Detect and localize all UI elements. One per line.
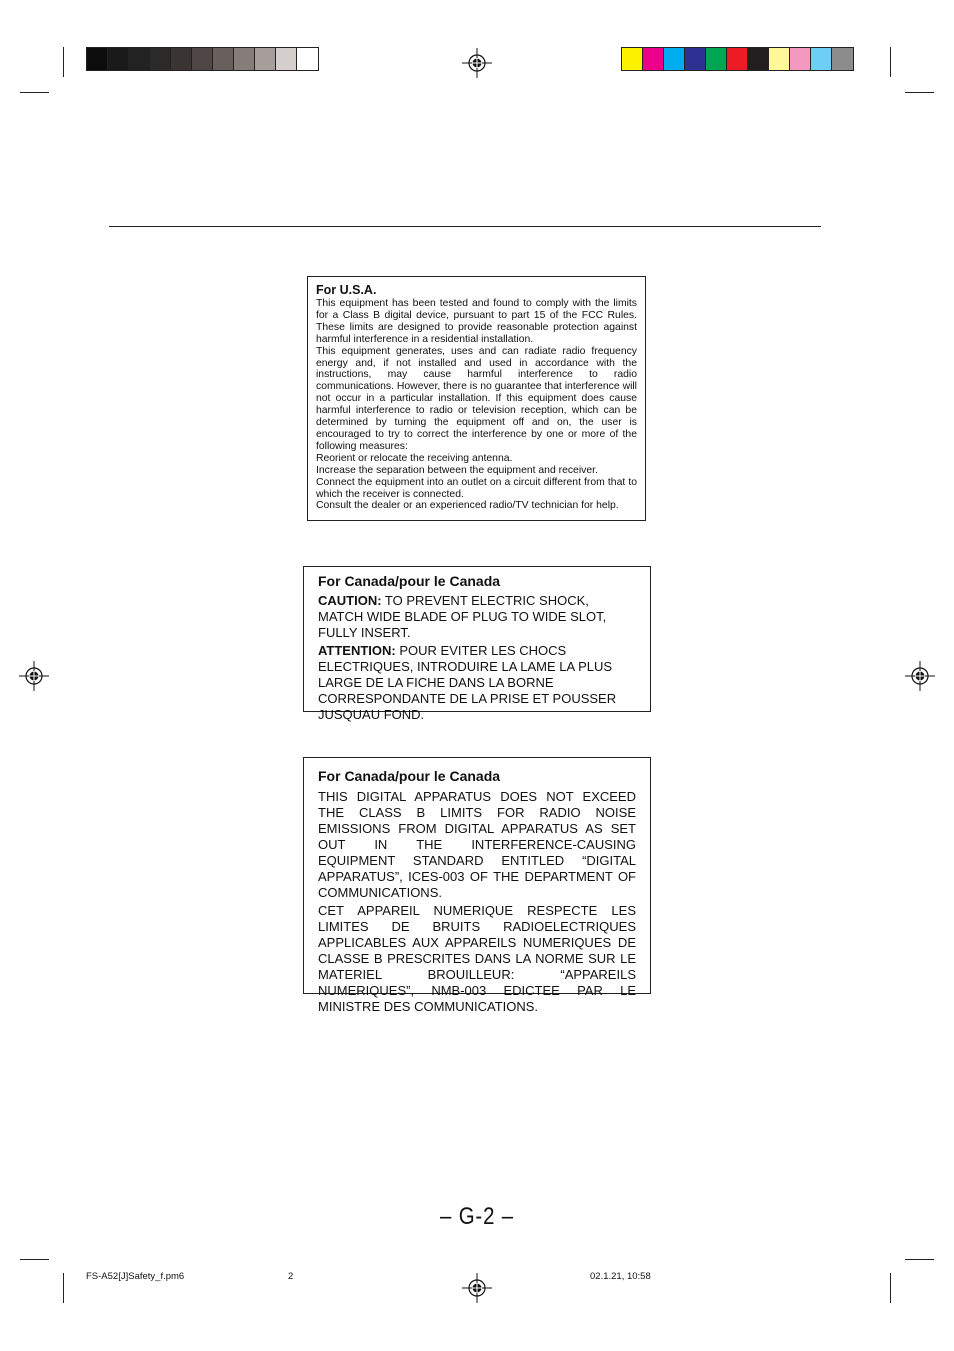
usa-notice-measure: Consult the dealer or an experienced radio/TV technician for help. xyxy=(316,500,619,512)
usa-fcc-notice xyxy=(307,276,646,521)
calibration-swatch xyxy=(769,48,790,70)
crop-mark xyxy=(20,1259,49,1260)
calibration-swatch xyxy=(234,48,255,70)
usa-notice-paragraph: This equipment has been tested and found to comply with the limits for a Class B digital device, pursuant to part 15 of the FCC Rules. These limits are designed to provide reasonable protection against harmful interference in a residential installation. xyxy=(316,298,637,345)
crop-mark xyxy=(890,1273,891,1303)
calibration-swatch xyxy=(255,48,276,70)
usa-notice-measure: Connect the equipment into an outlet on a circuit different from that to which the receiver is connected. xyxy=(316,476,637,500)
canada-emissions-title: For Canada/pour le Canada xyxy=(318,768,501,784)
emissions-english-paragraph: THIS DIGITAL APPARATUS DOES NOT EXCEED THE CLASS B LIMITS FOR RADIO NOISE EMISSIONS FROM DIGITAL APPARATUS AS SET OUT IN THE INTERFERENCE-CAUSING EQUIPMENT STANDARD ENTITLED “DIGITAL APPARATUS”, ICES-003 OF THE DEPARTMENT OF COMMUNICATIONS. xyxy=(318,789,636,900)
calibration-swatch xyxy=(276,48,297,70)
usa-notice-measure: Increase the separation between the equipment and receiver. xyxy=(316,464,598,476)
attention-label: ATTENTION: xyxy=(318,643,396,658)
registration-mark-icon xyxy=(19,661,49,691)
calibration-swatch xyxy=(748,48,769,70)
footer-timestamp: 02.1.21, 10:58 xyxy=(590,1271,651,1282)
attention-paragraph xyxy=(318,643,636,723)
page-number: – G-2 – xyxy=(439,1203,514,1230)
calibration-swatch xyxy=(811,48,832,70)
header-rule xyxy=(109,226,821,227)
calibration-swatch xyxy=(685,48,706,70)
crop-mark xyxy=(890,47,891,77)
registration-mark-icon xyxy=(905,661,935,691)
usa-notice-paragraph: This equipment generates, uses and can radiate radio frequency energy and, if not installed and used in accordance with the instructions, may cause harmful interference to radio communications. However, there is no guarantee that interference will not occur in a particular installation. If this equipment does cause harmful interference to radio or television reception, which can be determined by turning the equipment off and on, the user is encouraged to try to correct the interference by one or more of the following measures: xyxy=(316,345,637,452)
calibration-swatch xyxy=(150,48,171,70)
calibration-swatch xyxy=(832,48,853,70)
calibration-swatch xyxy=(664,48,685,70)
crop-mark xyxy=(905,1259,934,1260)
calibration-swatch xyxy=(297,48,318,70)
caution-label: CAUTION: xyxy=(318,593,382,608)
canada-emissions-notice xyxy=(303,757,651,1014)
crop-mark xyxy=(63,47,64,77)
canada-plug-caution xyxy=(303,566,651,722)
color-calibration-bar xyxy=(621,47,854,71)
usa-notice-measure: Reorient or relocate the receiving antenna. xyxy=(316,452,513,464)
registration-mark-icon xyxy=(462,1273,492,1303)
calibration-swatch xyxy=(790,48,811,70)
calibration-swatch xyxy=(727,48,748,70)
grayscale-calibration-bar xyxy=(86,47,319,71)
calibration-swatch xyxy=(706,48,727,70)
calibration-swatch xyxy=(643,48,664,70)
crop-mark xyxy=(20,92,49,93)
calibration-swatch xyxy=(192,48,213,70)
calibration-swatch xyxy=(171,48,192,70)
caution-paragraph xyxy=(318,593,636,641)
footer-filename: FS-A52[J]Safety_f.pm6 xyxy=(86,1271,185,1282)
emissions-french-paragraph: CET APPAREIL NUMERIQUE RESPECTE LES LIMITES DE BRUITS RADIOELECTRIQUES APPLICABLES AUX APPAREILS NUMERIQUES DE CLASSE B PRESCRITES DANS LA NORME SUR LE MATERIEL BROUILLEUR: “APPAREILS NUMERIQUES”, NMB-003 EDICTEE PAR LE MINISTRE DES COMMUNICATIONS. xyxy=(318,903,636,1014)
crop-mark xyxy=(63,1273,64,1303)
registration-mark-icon xyxy=(462,48,492,78)
canada-plug-title: For Canada/pour le Canada xyxy=(318,573,501,589)
calibration-swatch xyxy=(87,48,108,70)
attention-text: POUR EVITER LES CHOCS ELECTRIQUES, INTRODUIRE LA LAME LA PLUS LARGE DE LA FICHE DANS LA BORNE CORRESPONDANTE DE LA PRISE ET POUSSER JUSQUAU FOND. xyxy=(318,643,617,722)
usa-notice-title: For U.S.A. xyxy=(316,283,377,297)
calibration-swatch xyxy=(108,48,129,70)
calibration-swatch xyxy=(622,48,643,70)
footer-page: 2 xyxy=(288,1271,294,1282)
calibration-swatch xyxy=(213,48,234,70)
calibration-swatch xyxy=(129,48,150,70)
crop-mark xyxy=(905,92,934,93)
caution-text: TO PREVENT ELECTRIC SHOCK, MATCH WIDE BLADE OF PLUG TO WIDE SLOT, FULLY INSERT. xyxy=(318,593,607,640)
